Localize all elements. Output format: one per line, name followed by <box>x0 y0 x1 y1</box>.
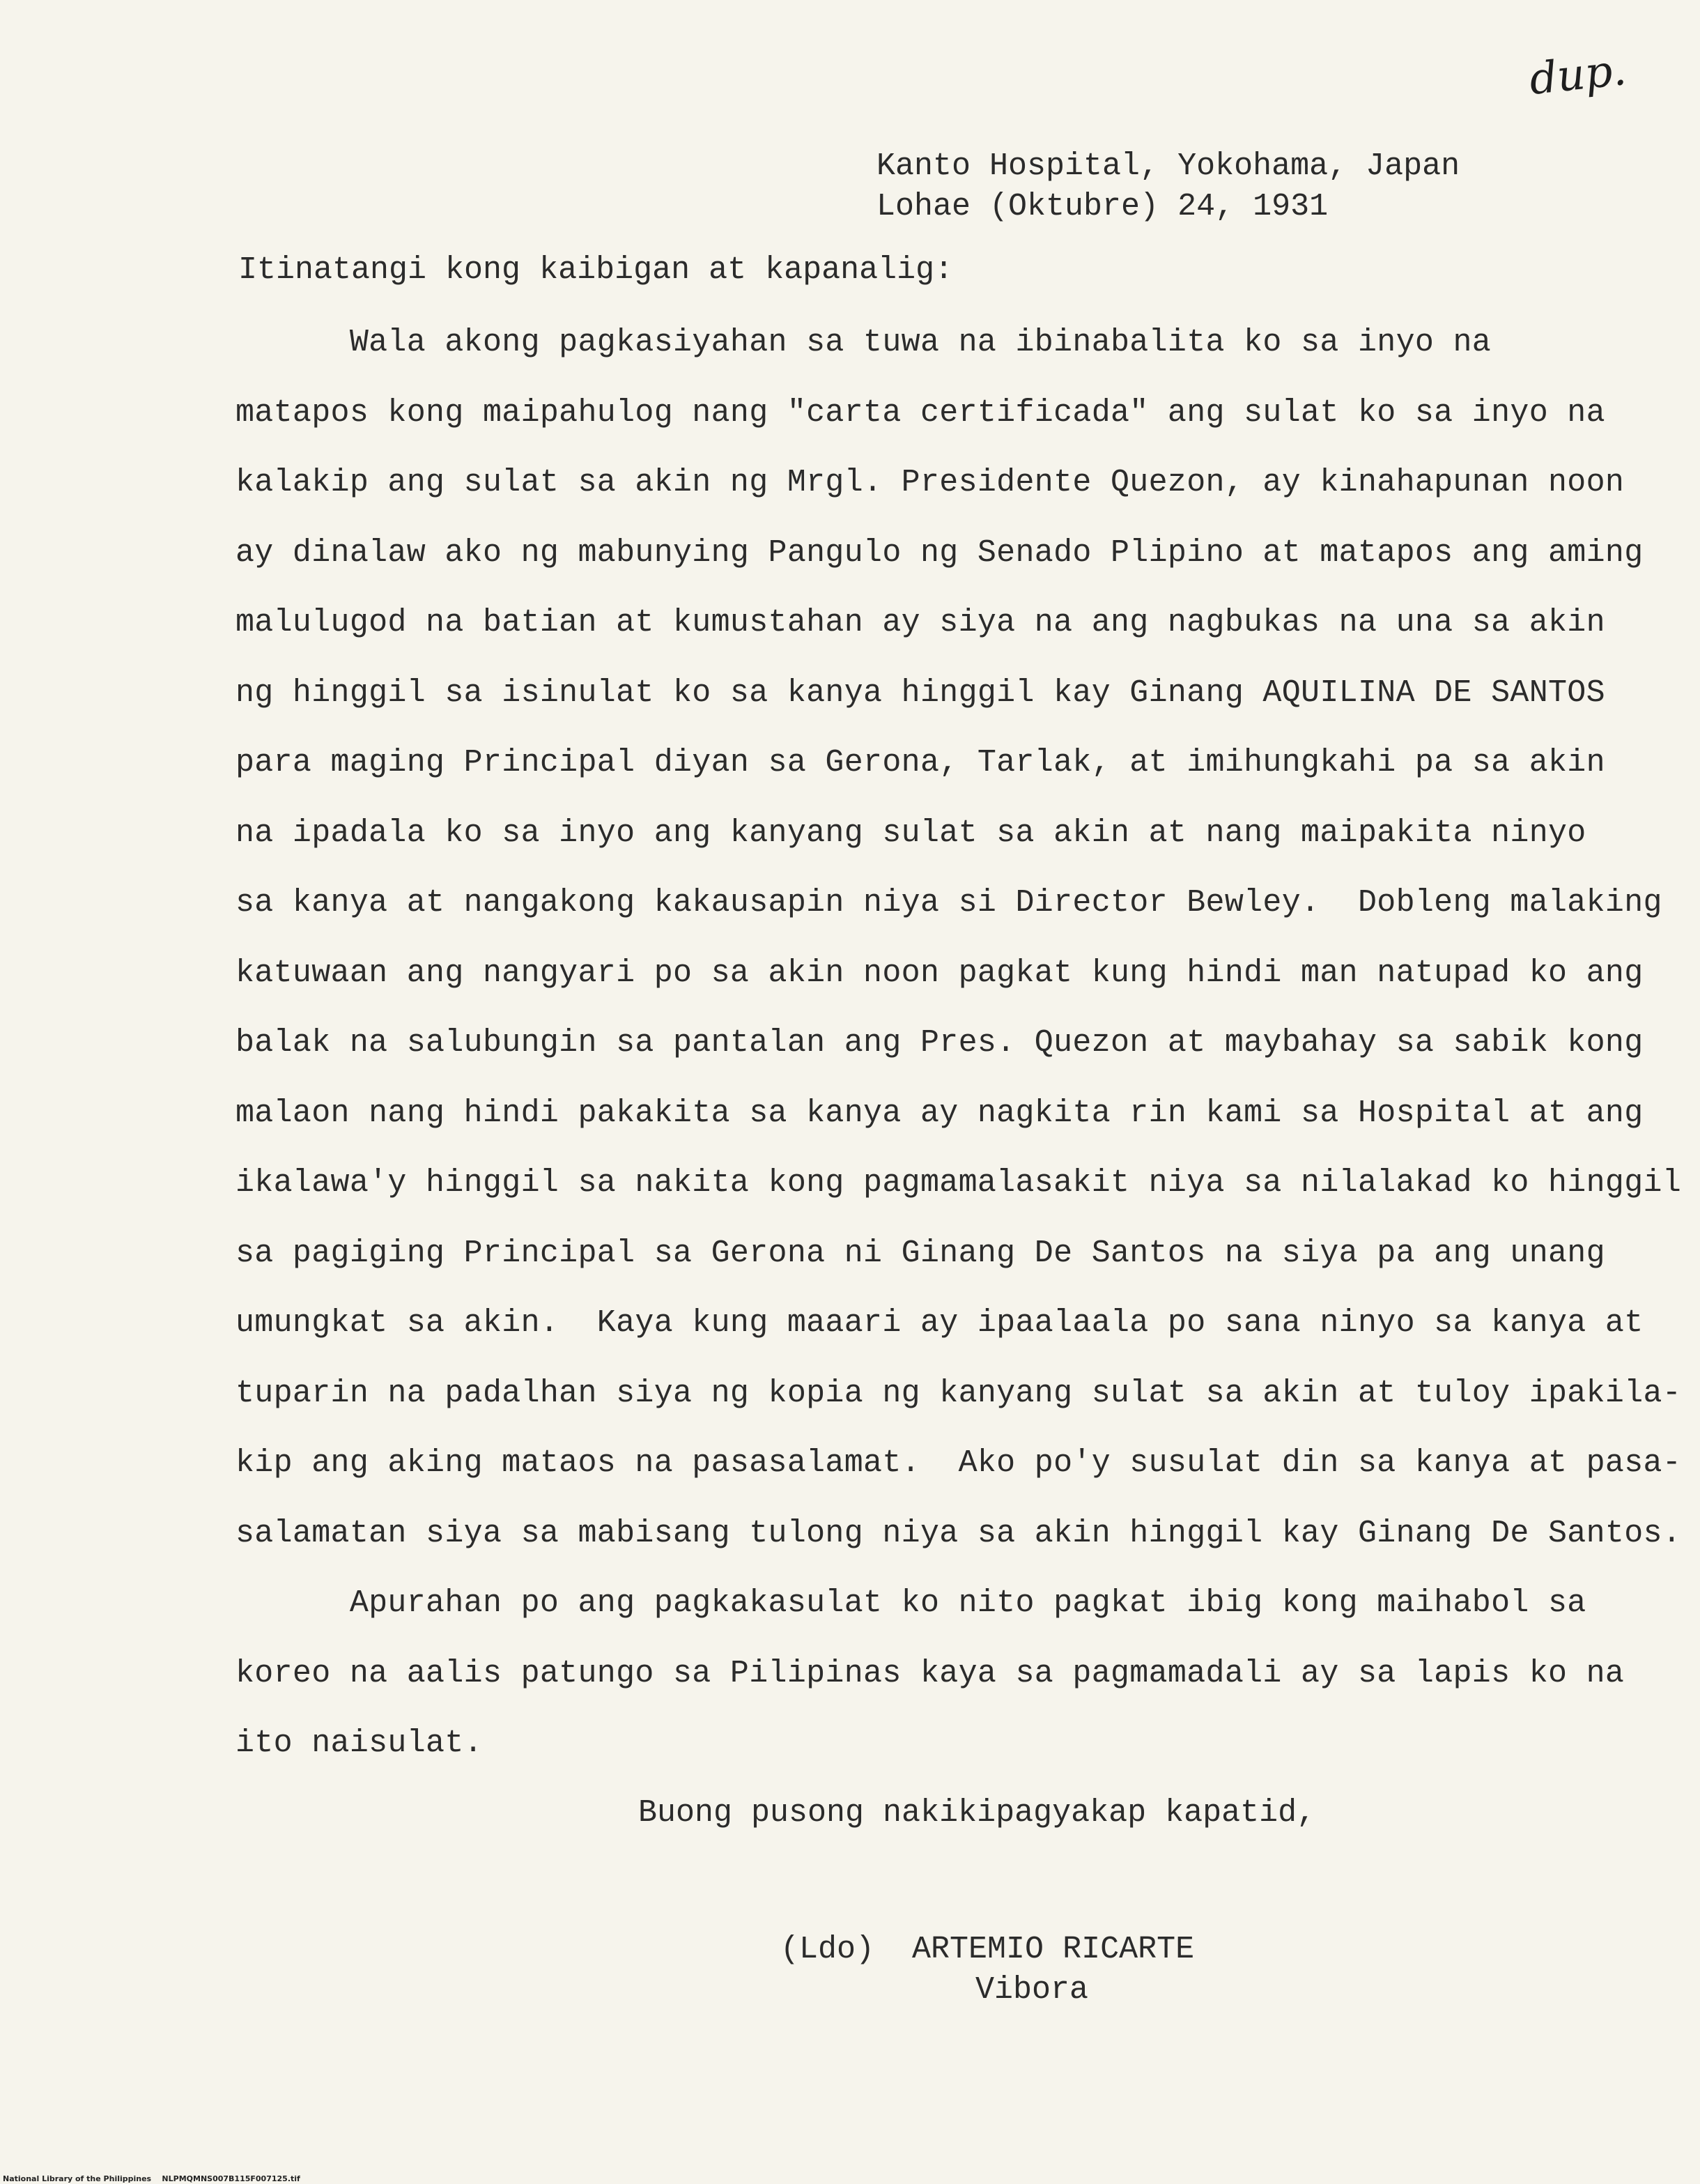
handwritten-annotation: dup. <box>1527 43 1629 105</box>
archive-footer: National Library of the Philippines NLPMQMNS007B115F007125.tif <box>3 2174 300 2183</box>
body-line: ikalawa'y hinggil sa nakita kong pagmamalasakit niya sa nilalakad ko hinggil <box>235 1165 1682 1201</box>
salutation: Itinatangi kong kaibigan at kapanalig: <box>238 252 954 288</box>
body-line: sa kanya at nangakong kakausapin niya si Director Bewley. Dobleng malaking <box>235 885 1662 921</box>
body-line: ay dinalaw ako ng mabunying Pangulo ng Senado Plipino at matapos ang aming <box>235 535 1644 571</box>
body-line: Wala akong pagkasiyahan sa tuwa na ibinabalita ko sa inyo na <box>235 325 1492 360</box>
body-line: malaon nang hindi pakakita sa kanya ay nagkita rin kami sa Hospital at ang <box>235 1095 1644 1131</box>
body-line: matapos kong maipahulog nang "carta certificada" ang sulat ko sa inyo na <box>235 395 1605 431</box>
body-line: Apurahan po ang pagkakasulat ko nito pagkat ibig kong maihabol sa <box>235 1585 1586 1621</box>
body-line: salamatan siya sa mabisang tulong niya sa akin hinggil kay Ginang De Santos. <box>235 1516 1682 1551</box>
body-line: tuparin na padalhan siya ng kopia ng kanyang sulat sa akin at tuloy ipakila- <box>235 1376 1682 1411</box>
body-line: kip ang aking mataos na pasasalamat. Ako po'y susulat din sa kanya at pasa- <box>235 1445 1682 1481</box>
signature: (Ldo) ARTEMIO RICARTE <box>780 1932 1195 1967</box>
body-line: para maging Principal diyan sa Gerona, Tarlak, at imihungkahi pa sa akin <box>235 745 1605 780</box>
body-line: balak na salubungin sa pantalan ang Pres. Quezon at maybahay sa sabik kong <box>235 1025 1644 1061</box>
body-line: kalakip ang sulat sa akin ng Mrgl. Presidente Quezon, ay kinahapunan noon <box>235 465 1625 500</box>
body-line: malulugod na batian at kumustahan ay siya na ang nagbukas na una sa akin <box>235 605 1605 640</box>
letter-date: Lohae (Oktubre) 24, 1931 <box>876 189 1329 224</box>
body-line: koreo na aalis patungo sa Pilipinas kaya sa pagmamadali ay sa lapis ko na <box>235 1656 1625 1691</box>
body-line: ito naisulat. <box>235 1725 483 1761</box>
letter-place: Kanto Hospital, Yokohama, Japan <box>876 148 1460 184</box>
closing: Buong pusong nakikipagyakap kapatid, <box>638 1795 1316 1831</box>
body-line: umungkat sa akin. Kaya kung maaari ay ipaalaala po sana ninyo sa kanya at <box>235 1305 1644 1341</box>
signature-alias: Vibora <box>975 1972 1089 2008</box>
body-line: ng hinggil sa isinulat ko sa kanya hinggil kay Ginang AQUILINA DE SANTOS <box>235 675 1605 711</box>
body-line: sa pagiging Principal sa Gerona ni Ginang De Santos na siya pa ang unang <box>235 1236 1605 1271</box>
body-line: katuwaan ang nangyari po sa akin noon pagkat kung hindi man natupad ko ang <box>235 955 1644 991</box>
body-line: na ipadala ko sa inyo ang kanyang sulat sa akin at nang maipakita ninyo <box>235 815 1586 851</box>
letter-heading <box>876 146 1460 227</box>
